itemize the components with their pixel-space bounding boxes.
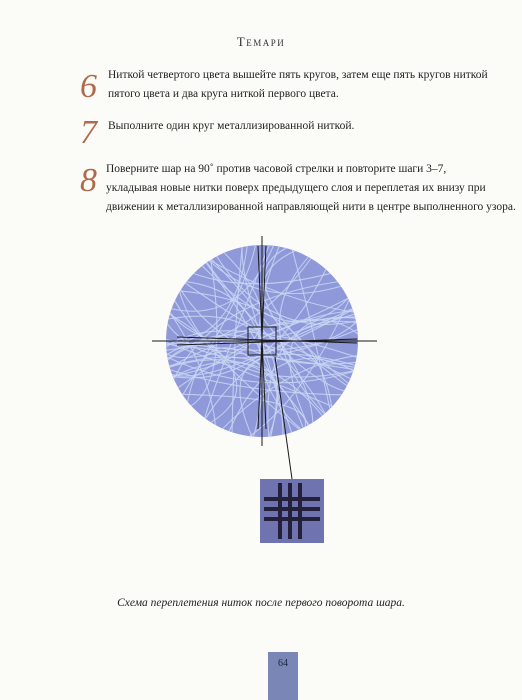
step-text-line: Выполните один круг металлизированной ниткой. xyxy=(108,120,355,132)
interlace-thread xyxy=(264,507,320,511)
step-text-line: Ниткой четвертого цвета вышейте пять кругов, затем еще пять кругов ниткой xyxy=(108,69,488,81)
step-number: 6 xyxy=(80,68,97,105)
step-number: 7 xyxy=(80,114,97,151)
step-text-line: Поверните шар на 90˚ против часовой стрелки и повторите шаги 3–7, xyxy=(106,163,447,175)
figure-caption: Схема переплетения ниток после первого поворота шара. xyxy=(117,597,405,609)
page-header: Темари xyxy=(236,34,286,49)
step-number: 8 xyxy=(80,162,97,199)
step-text-line: движении к металлизированной направляющей нити в центре выполненного узора. xyxy=(106,201,516,213)
interlace-detail-square xyxy=(260,479,324,543)
interlace-thread xyxy=(264,517,320,521)
temari-diagram xyxy=(140,236,390,566)
step-text-line: укладывая новые нитки поверх предыдущего слоя и переплетая их внизу при xyxy=(106,182,486,194)
step-text-line: пятого цвета и два круга ниткой первого цвета. xyxy=(108,88,339,100)
interlace-thread xyxy=(264,497,320,501)
page-number: 64 xyxy=(268,652,298,700)
